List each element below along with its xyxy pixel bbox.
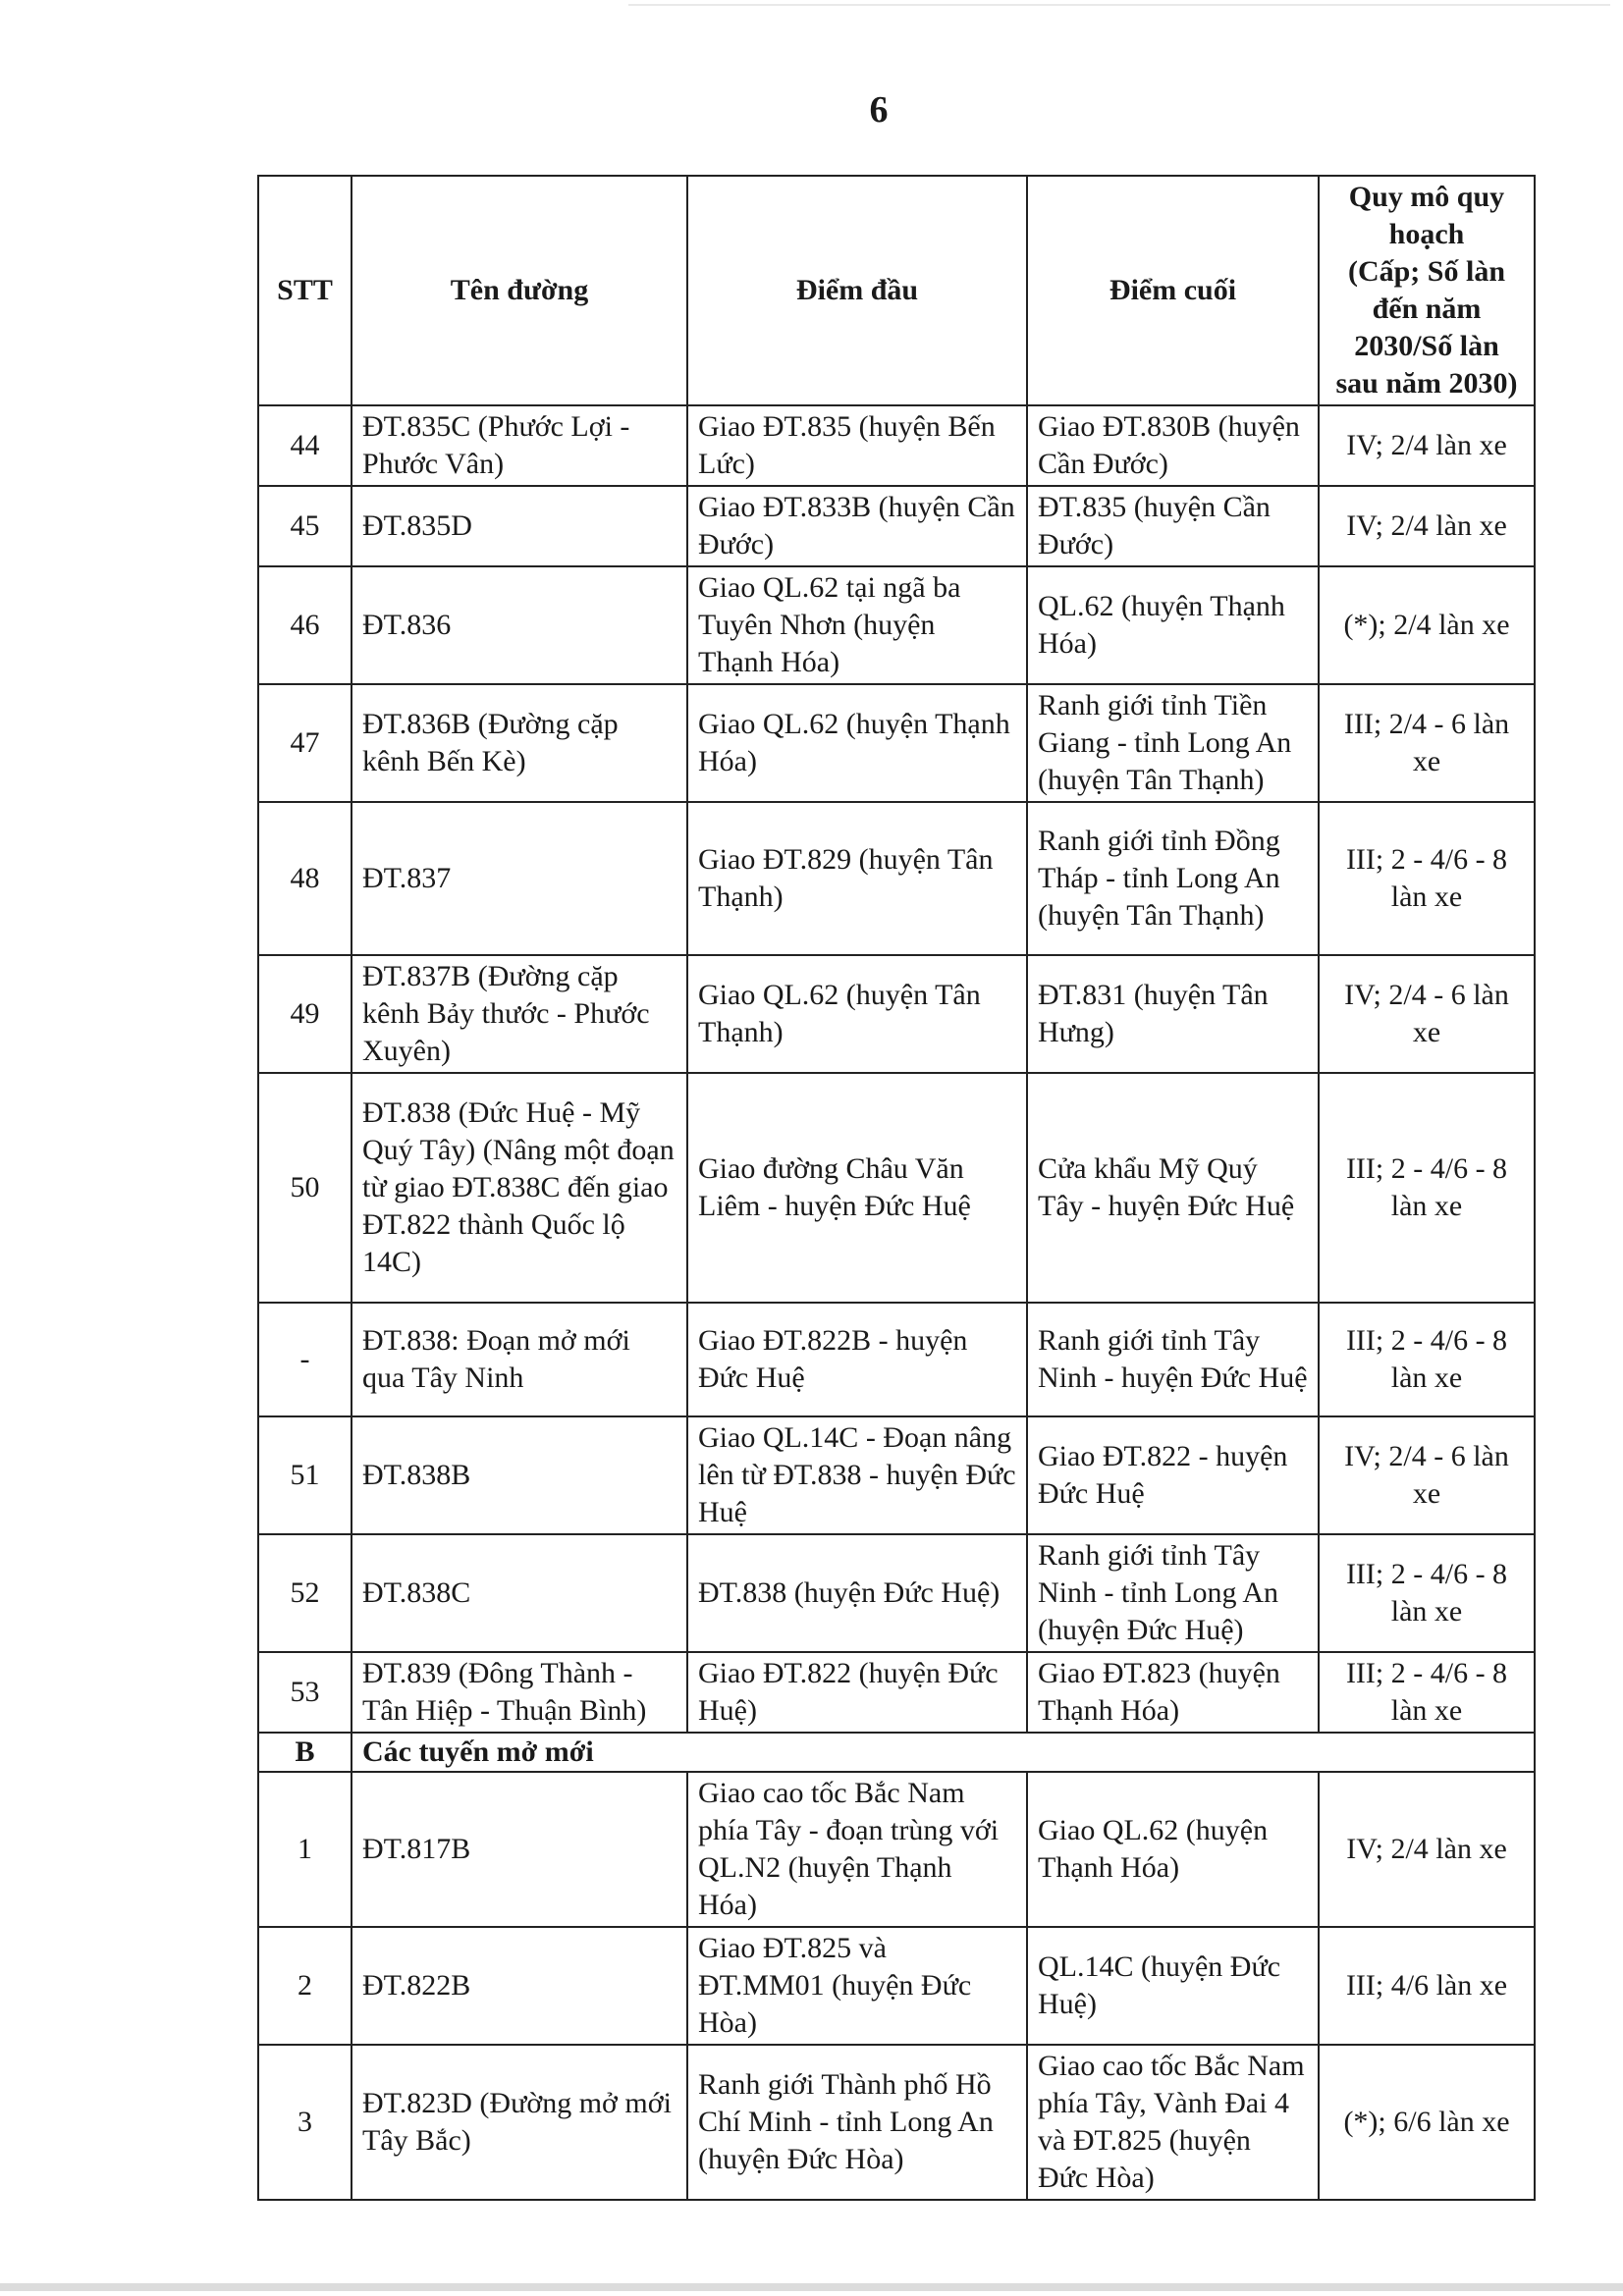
cell-start-point: Giao ĐT.822 (huyện Đức Huệ) <box>687 1652 1027 1733</box>
section-b-row <box>258 1733 1535 1772</box>
section-b-stt: B <box>258 1733 352 1772</box>
cell-end-point: QL.62 (huyện Thạnh Hóa) <box>1027 566 1319 684</box>
header-planning-scale <box>1319 176 1535 405</box>
cell-end-point: Giao ĐT.830B (huyện Cần Đước) <box>1027 405 1319 486</box>
cell-planning-scale: (*); 6/6 làn xe <box>1319 2045 1535 2200</box>
cell-stt: 46 <box>258 566 352 684</box>
cell-start-point: ĐT.838 (huyện Đức Huệ) <box>687 1534 1027 1652</box>
scan-edge-top <box>628 4 1610 6</box>
table-row <box>258 955 1535 1073</box>
header-road-name: Tên đường <box>352 176 687 405</box>
section-b-title: Các tuyến mở mới <box>352 1733 1535 1772</box>
cell-road-name: ĐT.822B <box>352 1927 687 2045</box>
cell-end-point: QL.14C (huyện Đức Huệ) <box>1027 1927 1319 2045</box>
cell-start-point: Giao ĐT.825 và ĐT.MM01 (huyện Đức Hòa) <box>687 1927 1027 2045</box>
header-scale-title: Quy mô quy hoạch <box>1348 181 1505 250</box>
cell-road-name: ĐT.838C <box>352 1534 687 1652</box>
cell-stt: 53 <box>258 1652 352 1733</box>
table-row <box>258 1927 1535 2045</box>
road-planning-table <box>257 175 1536 2201</box>
cell-start-point: Giao QL.14C - Đoạn nâng lên từ ĐT.838 - huyện Đức Huệ <box>687 1416 1027 1534</box>
cell-stt: 49 <box>258 955 352 1073</box>
cell-stt: 47 <box>258 684 352 802</box>
cell-stt: 51 <box>258 1416 352 1534</box>
cell-road-name: ĐT.835C (Phước Lợi - Phước Vân) <box>352 405 687 486</box>
table-row <box>258 1073 1535 1303</box>
cell-start-point: Giao QL.62 (huyện Thạnh Hóa) <box>687 684 1027 802</box>
cell-planning-scale: IV; 2/4 - 6 làn xe <box>1319 1416 1535 1534</box>
header-end-point: Điểm cuối <box>1027 176 1319 405</box>
cell-road-name: ĐT.838 (Đức Huệ - Mỹ Quý Tây) (Nâng một đoạn từ giao ĐT.838C đến giao ĐT.822 thành Quốc lộ 14C) <box>352 1073 687 1303</box>
table-row <box>258 405 1535 486</box>
table-row <box>258 684 1535 802</box>
cell-stt: 44 <box>258 405 352 486</box>
cell-end-point: Ranh giới tỉnh Tây Ninh - tỉnh Long An (huyện Đức Huệ) <box>1027 1534 1319 1652</box>
cell-road-name: ĐT.837 <box>352 802 687 955</box>
cell-road-name: ĐT.835D <box>352 486 687 566</box>
table-header-row <box>258 176 1535 405</box>
cell-end-point: ĐT.835 (huyện Cần Đước) <box>1027 486 1319 566</box>
cell-end-point: Ranh giới tỉnh Tiền Giang - tỉnh Long An (huyện Tân Thạnh) <box>1027 684 1319 802</box>
table-row <box>258 802 1535 955</box>
cell-stt: - <box>258 1303 352 1416</box>
cell-stt: 48 <box>258 802 352 955</box>
cell-stt: 3 <box>258 2045 352 2200</box>
table-row <box>258 1303 1535 1416</box>
cell-planning-scale: IV; 2/4 - 6 làn xe <box>1319 955 1535 1073</box>
header-start-point: Điểm đầu <box>687 176 1027 405</box>
scan-edge-bottom <box>0 2283 1623 2291</box>
cell-start-point: Giao QL.62 (huyện Tân Thạnh) <box>687 955 1027 1073</box>
cell-planning-scale: III; 2 - 4/6 - 8 làn xe <box>1319 1534 1535 1652</box>
cell-road-name: ĐT.839 (Đông Thành - Tân Hiệp - Thuận Bình) <box>352 1652 687 1733</box>
cell-start-point: Giao đường Châu Văn Liêm - huyện Đức Huệ <box>687 1073 1027 1303</box>
header-scale-note: (Cấp; Số làn đến năm 2030/Số làn sau năm 2030) <box>1335 255 1518 400</box>
cell-stt: 52 <box>258 1534 352 1652</box>
table-row <box>258 1772 1535 1927</box>
table-row <box>258 1416 1535 1534</box>
table-row <box>258 1652 1535 1733</box>
cell-planning-scale: IV; 2/4 làn xe <box>1319 1772 1535 1927</box>
cell-end-point: Giao cao tốc Bắc Nam phía Tây, Vành Đai 4 và ĐT.825 (huyện Đức Hòa) <box>1027 2045 1319 2200</box>
cell-road-name: ĐT.837B (Đường cặp kênh Bảy thước - Phước Xuyên) <box>352 955 687 1073</box>
table-row <box>258 566 1535 684</box>
cell-planning-scale: III; 2 - 4/6 - 8 làn xe <box>1319 1652 1535 1733</box>
cell-end-point: Cửa khẩu Mỹ Quý Tây - huyện Đức Huệ <box>1027 1073 1319 1303</box>
cell-planning-scale: III; 2/4 - 6 làn xe <box>1319 684 1535 802</box>
cell-end-point: ĐT.831 (huyện Tân Hưng) <box>1027 955 1319 1073</box>
cell-start-point: Giao QL.62 tại ngã ba Tuyên Nhơn (huyện Thạnh Hóa) <box>687 566 1027 684</box>
cell-planning-scale: III; 2 - 4/6 - 8 làn xe <box>1319 1303 1535 1416</box>
cell-planning-scale: IV; 2/4 làn xe <box>1319 405 1535 486</box>
page-number: 6 <box>869 89 889 131</box>
cell-planning-scale: III; 2 - 4/6 - 8 làn xe <box>1319 802 1535 955</box>
table-row <box>258 1534 1535 1652</box>
cell-road-name: ĐT.838B <box>352 1416 687 1534</box>
cell-planning-scale: IV; 2/4 làn xe <box>1319 486 1535 566</box>
cell-start-point: Giao ĐT.829 (huyện Tân Thạnh) <box>687 802 1027 955</box>
cell-stt: 2 <box>258 1927 352 2045</box>
cell-stt: 1 <box>258 1772 352 1927</box>
cell-road-name: ĐT.817B <box>352 1772 687 1927</box>
cell-start-point: Giao ĐT.822B - huyện Đức Huệ <box>687 1303 1027 1416</box>
cell-stt: 50 <box>258 1073 352 1303</box>
cell-end-point: Giao QL.62 (huyện Thạnh Hóa) <box>1027 1772 1319 1927</box>
table-row <box>258 486 1535 566</box>
cell-end-point: Ranh giới tỉnh Tây Ninh - huyện Đức Huệ <box>1027 1303 1319 1416</box>
cell-road-name: ĐT.836 <box>352 566 687 684</box>
cell-start-point: Giao ĐT.835 (huyện Bến Lức) <box>687 405 1027 486</box>
cell-planning-scale: (*); 2/4 làn xe <box>1319 566 1535 684</box>
cell-road-name: ĐT.836B (Đường cặp kênh Bến Kè) <box>352 684 687 802</box>
cell-end-point: Ranh giới tỉnh Đồng Tháp - tỉnh Long An (huyện Tân Thạnh) <box>1027 802 1319 955</box>
cell-road-name: ĐT.823D (Đường mở mới Tây Bắc) <box>352 2045 687 2200</box>
table-row <box>258 2045 1535 2200</box>
cell-planning-scale: III; 2 - 4/6 - 8 làn xe <box>1319 1073 1535 1303</box>
cell-planning-scale: III; 4/6 làn xe <box>1319 1927 1535 2045</box>
cell-end-point: Giao ĐT.823 (huyện Thạnh Hóa) <box>1027 1652 1319 1733</box>
cell-end-point: Giao ĐT.822 - huyện Đức Huệ <box>1027 1416 1319 1534</box>
cell-road-name: ĐT.838: Đoạn mở mới qua Tây Ninh <box>352 1303 687 1416</box>
cell-start-point: Giao cao tốc Bắc Nam phía Tây - đoạn trùng với QL.N2 (huyện Thạnh Hóa) <box>687 1772 1027 1927</box>
cell-start-point: Ranh giới Thành phố Hồ Chí Minh - tỉnh Long An (huyện Đức Hòa) <box>687 2045 1027 2200</box>
cell-start-point: Giao ĐT.833B (huyện Cần Đước) <box>687 486 1027 566</box>
header-stt: STT <box>258 176 352 405</box>
cell-stt: 45 <box>258 486 352 566</box>
